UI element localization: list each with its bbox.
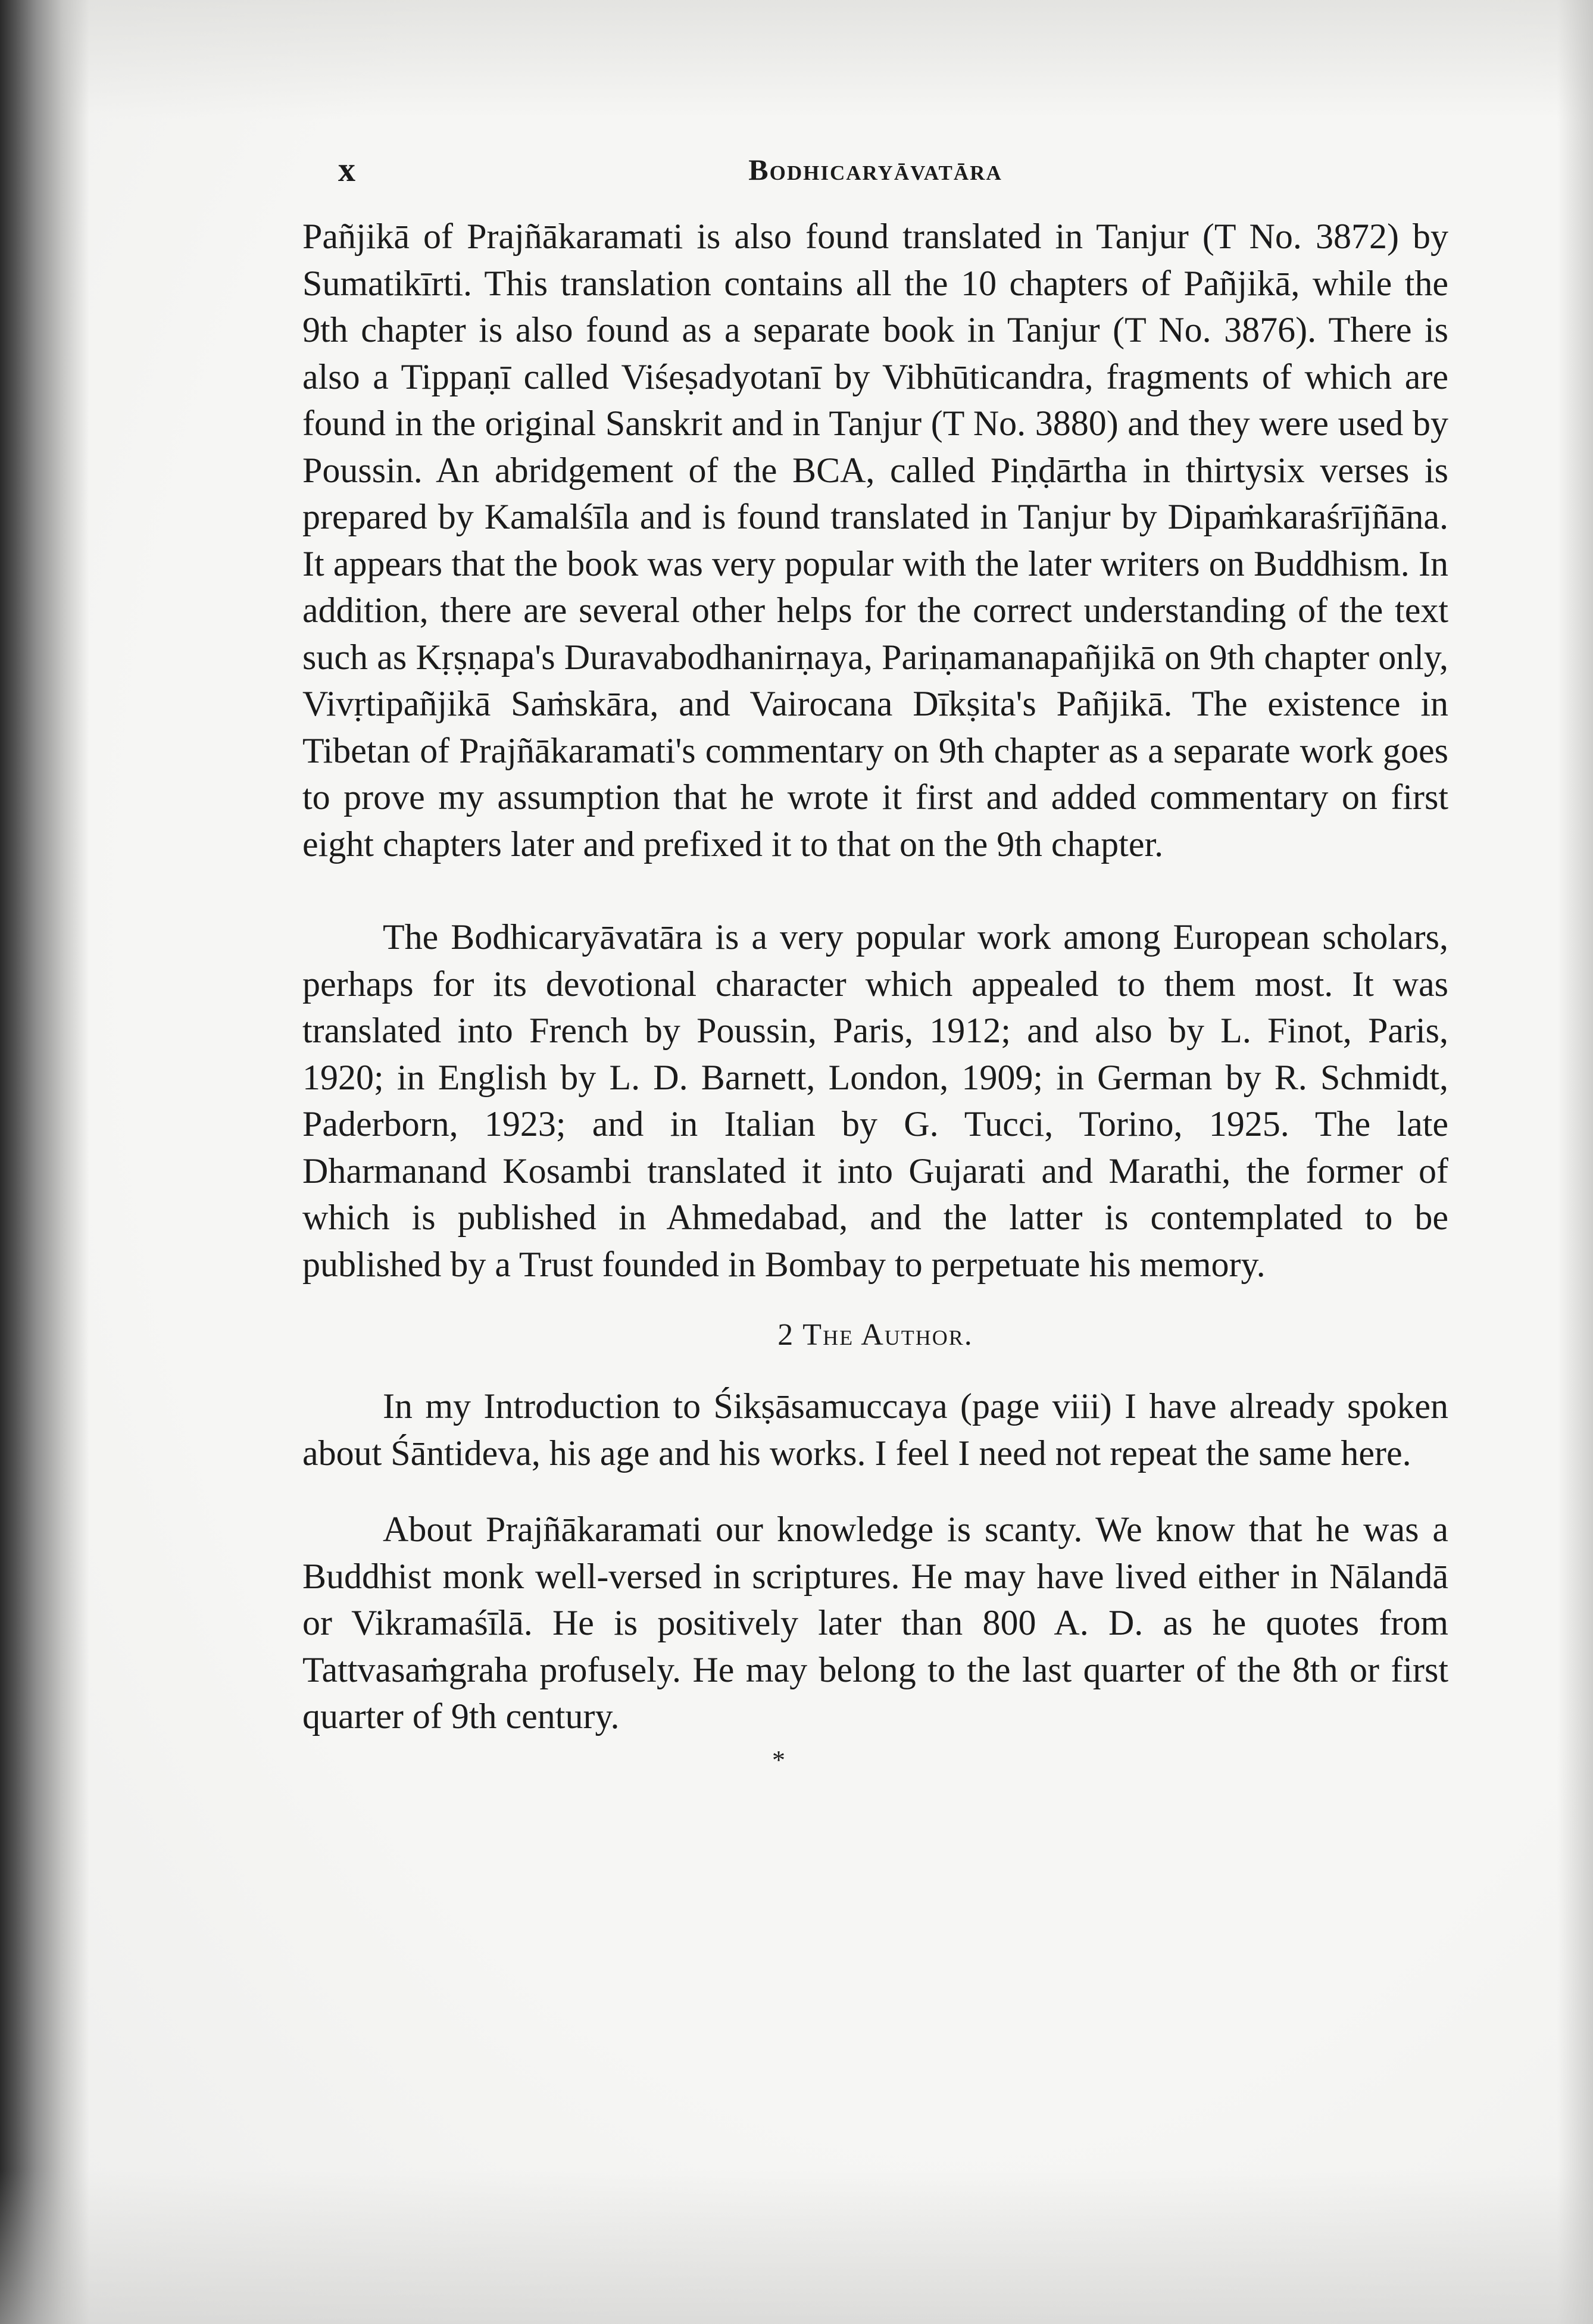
paragraph-prajnakaramati: About Prajñākaramati our knowledge is scanty. We know that he was a Buddhist monk well-versed in scriptures. He may have lived either in Nālandā or Vikramaśīlā. He is positively later than 800 A. D. as he quotes from Tattvasaṁgraha profusely. He may belong to the last quarter of the 8th or first quarter of 9th century. (302, 1510, 1448, 1736)
scan-bottom-shadow (0, 2169, 1593, 2324)
page-number: x (338, 150, 355, 189)
paragraph-santideva: In my Introduction to Śikṣāsamuccaya (page viii) I have already spoken about Śāntideva, his age and his works. I feel I need not repeat the same here. (302, 1386, 1448, 1473)
book-gutter-shadow (0, 0, 89, 2324)
running-header (302, 149, 1448, 190)
scan-right-edge (1557, 0, 1593, 2324)
section-heading-author: 2 The Author. (777, 1318, 973, 1352)
scan-top-shadow (0, 0, 1593, 119)
paragraph-translations: The Bodhicaryāvatāra is a very popular work among European scholars, perhaps for its devotional character which appealed to them most. It was translated into French by Poussin, Paris, 1912; and also by L. Finot, Paris, 1920; in English by L. D. Barnett, London, 1909; in German by R. Schmidt, Paderborn, 1923; and in Italian by G. Tucci, Torino, 1925. The late Dharmanand Kosambi translated it into Gujarati and Marathi, the former of which is published in Ahmedabad, and the latter is contemplated to be published by a Trust founded in Bombay to perpetuate his memory. (302, 917, 1448, 1284)
page-content (302, 149, 1448, 1778)
end-asterisk: * (772, 1745, 785, 1775)
paragraph-commentaries: Pañjikā of Prajñākaramati is also found translated in Tanjur (T No. 3872) by Sumatikīrti. This translation contains all the 10 chapters of Pañjikā, while the 9th chapter is also found as a separate book in Tanjur (T No. 3876). There is also a Tippaṇī called Viśeṣadyotanī by Vibhūticandra, fragments of which are found in the original Sanskrit and in Tanjur (T No. 3880) and they were used by Poussin. An abridgement of the BCA, called Piṇḍārtha in thirtysix verses is prepared by Kamalśīla and is found translated in Tanjur by Dipaṁkaraśrījñāna. It appears that the book was very popular with the later writers on Buddhism. In addition, there are several other helps for the correct understanding of the text such as Kṛṣṇapa's Duravabodhanirṇaya, Pariṇamanapañjikā on 9th chapter only, Vivṛtipañjikā Saṁskāra, and Vairocana Dīkṣita's Pañjikā. The existence in Tibetan of Prajñākaramati's commentary on 9th chapter as a separate work goes to prove my assumption that he wrote it first and added commentary on first eight chapters later and prefixed it to that on the 9th chapter. (302, 217, 1448, 864)
running-title: Bodhicaryāvatāra (748, 153, 1002, 186)
